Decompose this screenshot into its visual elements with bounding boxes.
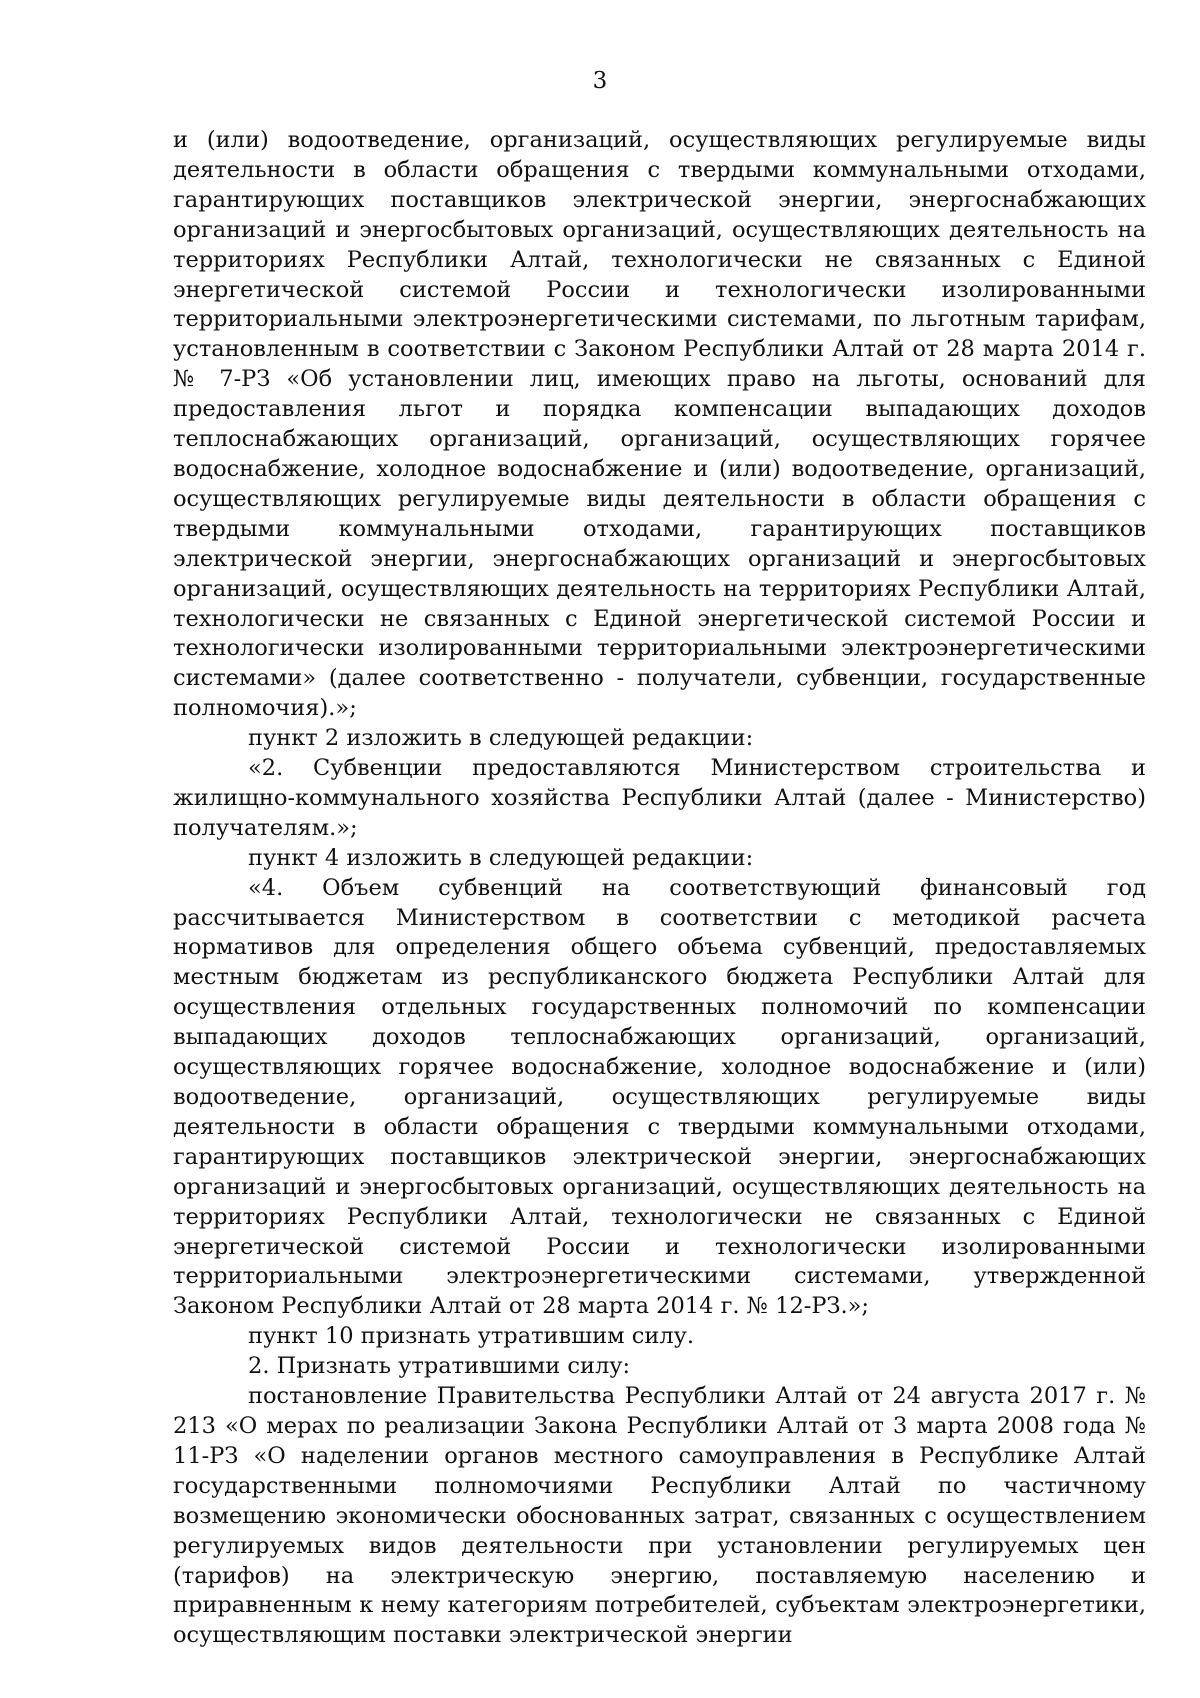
page-number: 3 xyxy=(592,68,608,94)
paragraph-item-2-heading: пункт 2 изложить в следующей редакции: xyxy=(248,725,754,752)
paragraph-continuation: и (или) водоотведение, организаций, осуществляющих регулируемые виды деятельности в области обращения с твердыми коммунальными отходами, гарантирующих поставщиков электрической энергии, энергоснабжающих организаций и энергосбытовых организаций, осуществляющих деятельность на территориях Республики Алтай, технологически не связанных с Единой энергетической системой России и технологически изолированными территориальными электроэнергетическими системами, по льготным тарифам, установленным в соответствии с Законом Республики Алтай от 28 марта 2014 г. № 7-РЗ «Об установлении лиц, имеющих право на льготы, оснований для предоставления льгот и порядка компенсации выпадающих доходов теплоснабжающих организаций, организаций, осуществляющих горячее водоснабжение, холодное водоснабжение и (или) водоотведение, организаций, осуществляющих регулируемые виды деятельности в области обращения с твердыми коммунальными отходами, гарантирующих поставщиков электрической энергии, энергоснабжающих организаций и энергосбытовых организаций, осуществляющих деятельность на территориях Республики Алтай, технологически не связанных с Единой энергетической системой России и технологически изолированными территориальными электроэнергетическими системами» (далее соответственно - получатели, субвенции, государственные полномочия).»; xyxy=(173,127,1146,722)
document-body xyxy=(173,126,1146,1651)
paragraph-resolution-213: постановление Правительства Республики Алтай от 24 августа 2017 г. № 213 «О мерах по реализации Закона Республики Алтай от 3 марта 2008 года № 11-РЗ «О наделении органов местного самоуправления в Республике Алтай государственными полномочиями Республики Алтай по частичному возмещению экономически обоснованных затрат, связанных с осуществлением регулируемых видов деятельности при установлении регулируемых цен (тарифов) на электрическую энергию, поставляемую населению и приравненным к нему категориям потребителей, субъектам электроэнергетики, осуществляющим поставки электрической энергии xyxy=(173,1383,1146,1649)
paragraph-item-2-text: «2. Субвенции предоставляются Министерством строительства и жилищно-коммунального хозяйства Республики Алтай (далее - Министерство) получателям.»; xyxy=(173,755,1146,841)
paragraph-section-2: 2. Признать утратившими силу: xyxy=(248,1353,631,1380)
paragraph-item-4-heading: пункт 4 изложить в следующей редакции: xyxy=(248,844,754,871)
paragraph-item-10: пункт 10 признать утратившим силу. xyxy=(248,1323,695,1350)
paragraph-item-4-text: «4. Объем субвенций на соответствующий финансовый год рассчитывается Министерством в соответствии с методикой расчета нормативов для определения общего объема субвенций, предоставляемых местным бюджетам из республиканского бюджета Республики Алтай для осуществления отдельных государственных полномочий по компенсации выпадающих доходов теплоснабжающих организаций, организаций, осуществляющих горячее водоснабжение, холодное водоснабжение и (или) водоотведение, организаций, осуществляющих регулируемые виды деятельности в области обращения с твердыми коммунальными отходами, гарантирующих поставщиков электрической энергии, энергоснабжающих организаций и энергосбытовых организаций, осуществляющих деятельность на территориях Республики Алтай, технологически не связанных с Единой энергетической системой России и технологически изолированными территориальными электроэнергетическими системами, утвержденной Законом Республики Алтай от 28 марта 2014 г. № 12-РЗ.»; xyxy=(173,874,1146,1320)
